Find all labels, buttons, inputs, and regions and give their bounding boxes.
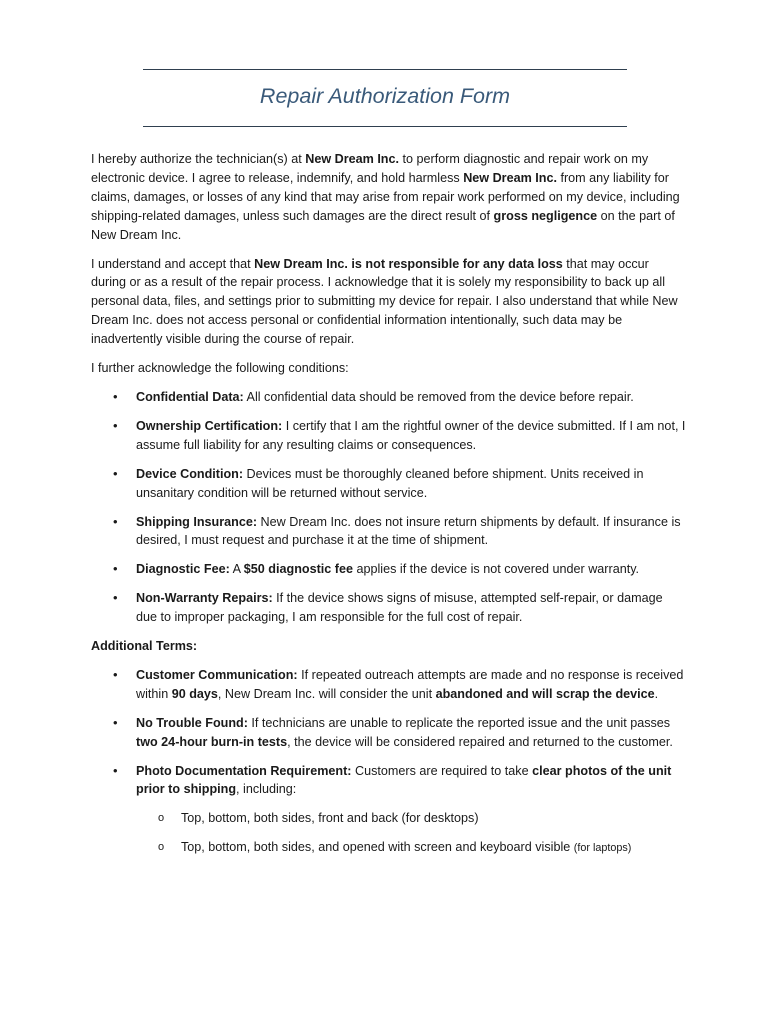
company-name: New Dream Inc. — [305, 152, 400, 166]
data-loss-paragraph — [91, 255, 686, 350]
page-title: Repair Authorization Form — [259, 84, 511, 108]
term-text: . — [654, 686, 659, 701]
gross-negligence-term: gross negligence — [493, 208, 598, 223]
condition-label: Non-Warranty Repairs: — [136, 591, 273, 606]
title-rule-bottom — [143, 126, 627, 127]
diagnostic-fee-amount: $50 diagnostic fee — [243, 562, 353, 577]
conditions-list — [91, 388, 686, 627]
data-loss-clause: New Dream Inc. is not responsible for any data loss — [254, 256, 563, 271]
list-item — [91, 560, 686, 579]
term-emphasis: clear photos of the unit prior to shipping — [136, 763, 672, 797]
condition-text: New Dream Inc. does not insure return shipments by default. If insurance is desired, I must request and purchase it at the time of shipment. — [136, 514, 681, 548]
document-body — [91, 150, 686, 868]
condition-label: Ownership Certification: — [136, 418, 283, 433]
text-run: from any liability for claims, damages, or losses of any kind that may arise from repair work performed on my device, including shipping-related damages, unless such damages are the direct result of — [91, 170, 680, 223]
term-text: If technicians are unable to replicate the reported issue and the unit passes — [247, 715, 671, 730]
condition-label: Shipping Insurance: — [136, 514, 258, 529]
term-text: , the device will be considered repaired and returned to the customer. — [287, 734, 673, 749]
condition-text: A — [229, 562, 244, 577]
term-label: Customer Communication: — [136, 667, 298, 682]
text-run: I hereby authorize the technician(s) at — [91, 152, 306, 166]
list-item — [91, 388, 686, 407]
condition-text: I certify that I am the rightful owner of the device submitted. If I am not, I assume full liability for any resulting claims or consequences. — [136, 418, 686, 452]
photo-requirement-text: Top, bottom, both sides, and opened with screen and keyboard visible — [181, 840, 574, 855]
additional-terms-list — [91, 666, 686, 858]
text-run: I understand and accept that — [91, 256, 255, 271]
photo-requirement-text: Top, bottom, both sides, front and back (for desktops) — [181, 811, 479, 826]
company-name: New Dream Inc. — [463, 170, 557, 185]
list-item — [91, 513, 686, 551]
additional-terms-heading: Additional Terms: — [91, 639, 198, 654]
condition-label: Confidential Data: — [136, 389, 244, 404]
list-item — [91, 714, 686, 752]
list-item — [91, 809, 686, 828]
term-emphasis: two 24-hour burn-in tests — [136, 734, 288, 749]
list-item — [91, 465, 686, 503]
list-item — [91, 838, 686, 858]
list-item — [91, 589, 686, 627]
list-item — [91, 666, 686, 704]
term-text: If repeated outreach attempts are made and no response is received within — [136, 667, 684, 701]
condition-label: Device Condition: — [136, 466, 244, 481]
title-rule-top — [143, 69, 627, 70]
text-run: on the part of New Dream Inc. — [91, 208, 675, 242]
condition-text: All confidential data should be removed from the device before repair. — [243, 389, 634, 404]
condition-text: If the device shows signs of misuse, attempted self-repair, or damage due to improper packaging, I am responsible for the full cost of repair. — [136, 591, 663, 625]
conditions-intro: I further acknowledge the following conditions: — [91, 361, 349, 376]
term-label: Photo Documentation Requirement: — [136, 763, 352, 778]
condition-text: applies if the device is not covered under warranty. — [352, 562, 640, 577]
photo-requirement-note: (for laptops) — [573, 842, 632, 855]
term-label: No Trouble Found: — [136, 715, 248, 730]
term-emphasis: abandoned and will scrap the device — [435, 686, 655, 701]
text-run: to perform diagnostic and repair work on my electronic device. I agree to release, indemnify, and hold harmless — [91, 152, 649, 185]
authorization-paragraph — [91, 150, 686, 245]
list-item — [91, 417, 686, 455]
photo-requirements-sublist — [91, 809, 686, 858]
condition-label: Diagnostic Fee: — [136, 562, 230, 577]
term-emphasis: 90 days — [171, 686, 218, 701]
condition-text: Devices must be thoroughly cleaned before shipment. Units received in unsanitary condition will be returned without service. — [136, 466, 644, 500]
term-text: , New Dream Inc. will consider the unit — [217, 686, 436, 701]
term-text: Customers are required to take — [351, 763, 533, 778]
term-text: , including: — [236, 782, 297, 797]
list-item — [91, 762, 686, 859]
text-run: that may occur during or as a result of the repair process. I acknowledge that it is solely my responsibility to back up all personal data, files, and settings prior to submitting my device for repair. I also understand that while New Dream Inc. does not access personal or confidential information intentionally, such data may be inadvertently visible during the course of repair. — [91, 256, 678, 347]
